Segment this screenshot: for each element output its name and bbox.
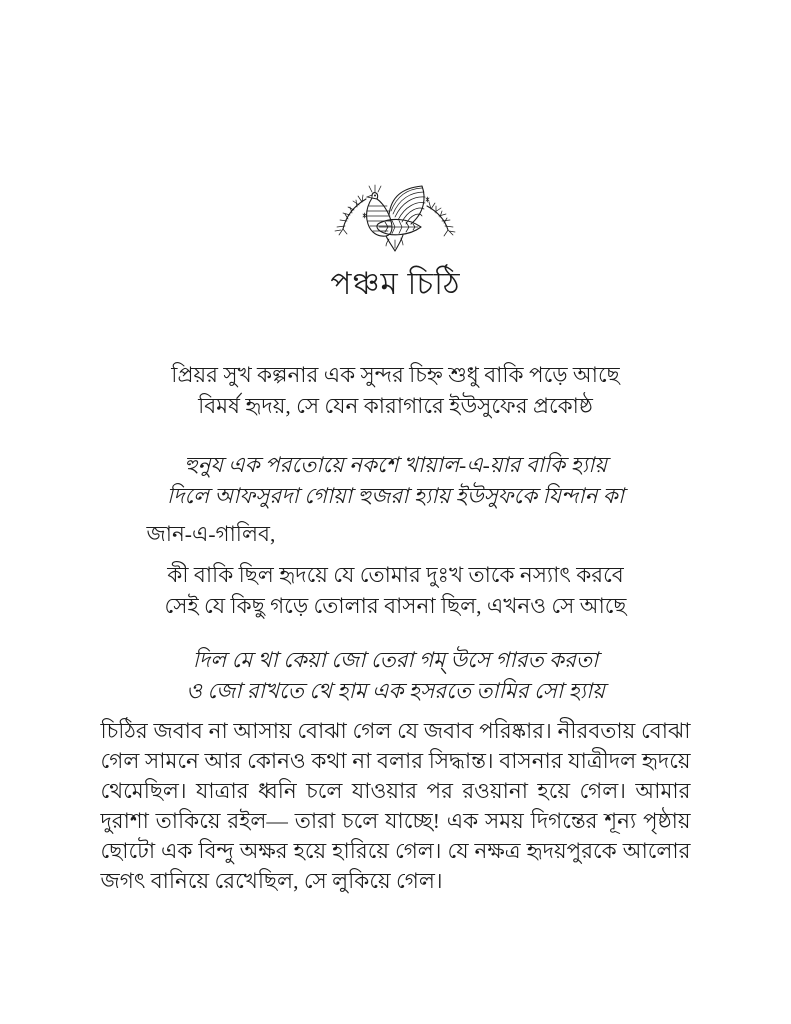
verse-line: প্রিয়র সুখ কল্পনার এক সুন্দর চিহ্ন শুধু বাকি পড়ে আছে — [171, 363, 620, 387]
verse-couplet-2 — [101, 450, 691, 512]
verse-line: সেই যে কিছু গড়ে তোলার বাসনা ছিল, এখনও সে আছে — [164, 594, 627, 618]
text-block — [101, 0, 691, 896]
verse-line: দিলে আফসুরদা গোয়া হুজরা হ্যায় ইউসুফকে যিন্দান কা — [166, 484, 625, 508]
verse-line: কী বাকি ছিল হৃদয়ে যে তোমার দুঃখ তাকে নস্যাৎ করবে — [167, 563, 624, 587]
peacock-ornament-icon — [332, 184, 460, 252]
chapter-title: পঞ্চম চিঠি — [330, 266, 461, 301]
body-paragraph: চিঠির জবাব না আসায় বোঝা গেল যে জবাব পরিষ্কার। নীরবতায় বোঝা গেল সামনে আর কোনও কথা না বলার সিদ্ধান্ত। বাসনার যাত্রীদল হৃদয়ে থেমেছিল। যাত্রার ধ্বনি চলে যাওয়ার পর রওয়ানা হয়ে গেল। আমার দুরাশা তাকিয়ে রইল— তারা চলে যাচ্ছে! এক সময় দিগন্তের শূন্য পৃষ্ঠায় ছোটো এক বিন্দু অক্ষর হয়ে হারিয়ে গেল। যে নক্ষত্র হৃদয়পুরকে আলোর জগৎ বানিয়ে রেখেছিল, সে লুকিয়ে গেল। — [100, 719, 691, 893]
verse-couplet-3 — [101, 560, 691, 622]
verse-line: দিল মে থা কেয়া জো তেরা গম্ উসে গারত করতা — [192, 648, 599, 672]
verse-line: ও জো রাখতে থে হাম এক হসরতে তামির সো হ্যায় — [186, 679, 605, 703]
attribution-line: জান-এ-গালিব, — [146, 522, 276, 546]
verse-couplet-4 — [101, 645, 691, 707]
verse-couplet-1 — [101, 360, 691, 422]
verse-line: হুনুয এক পরতোয়ে নকশে খায়াল-এ-য়ার বাকি হ্যায় — [183, 453, 608, 477]
verse-line: বিমর্ষ হৃদয়, সে যেন কারাগারে ইউসুফের প্রকোষ্ঠ — [198, 394, 593, 418]
chapter-ornament — [101, 184, 691, 254]
